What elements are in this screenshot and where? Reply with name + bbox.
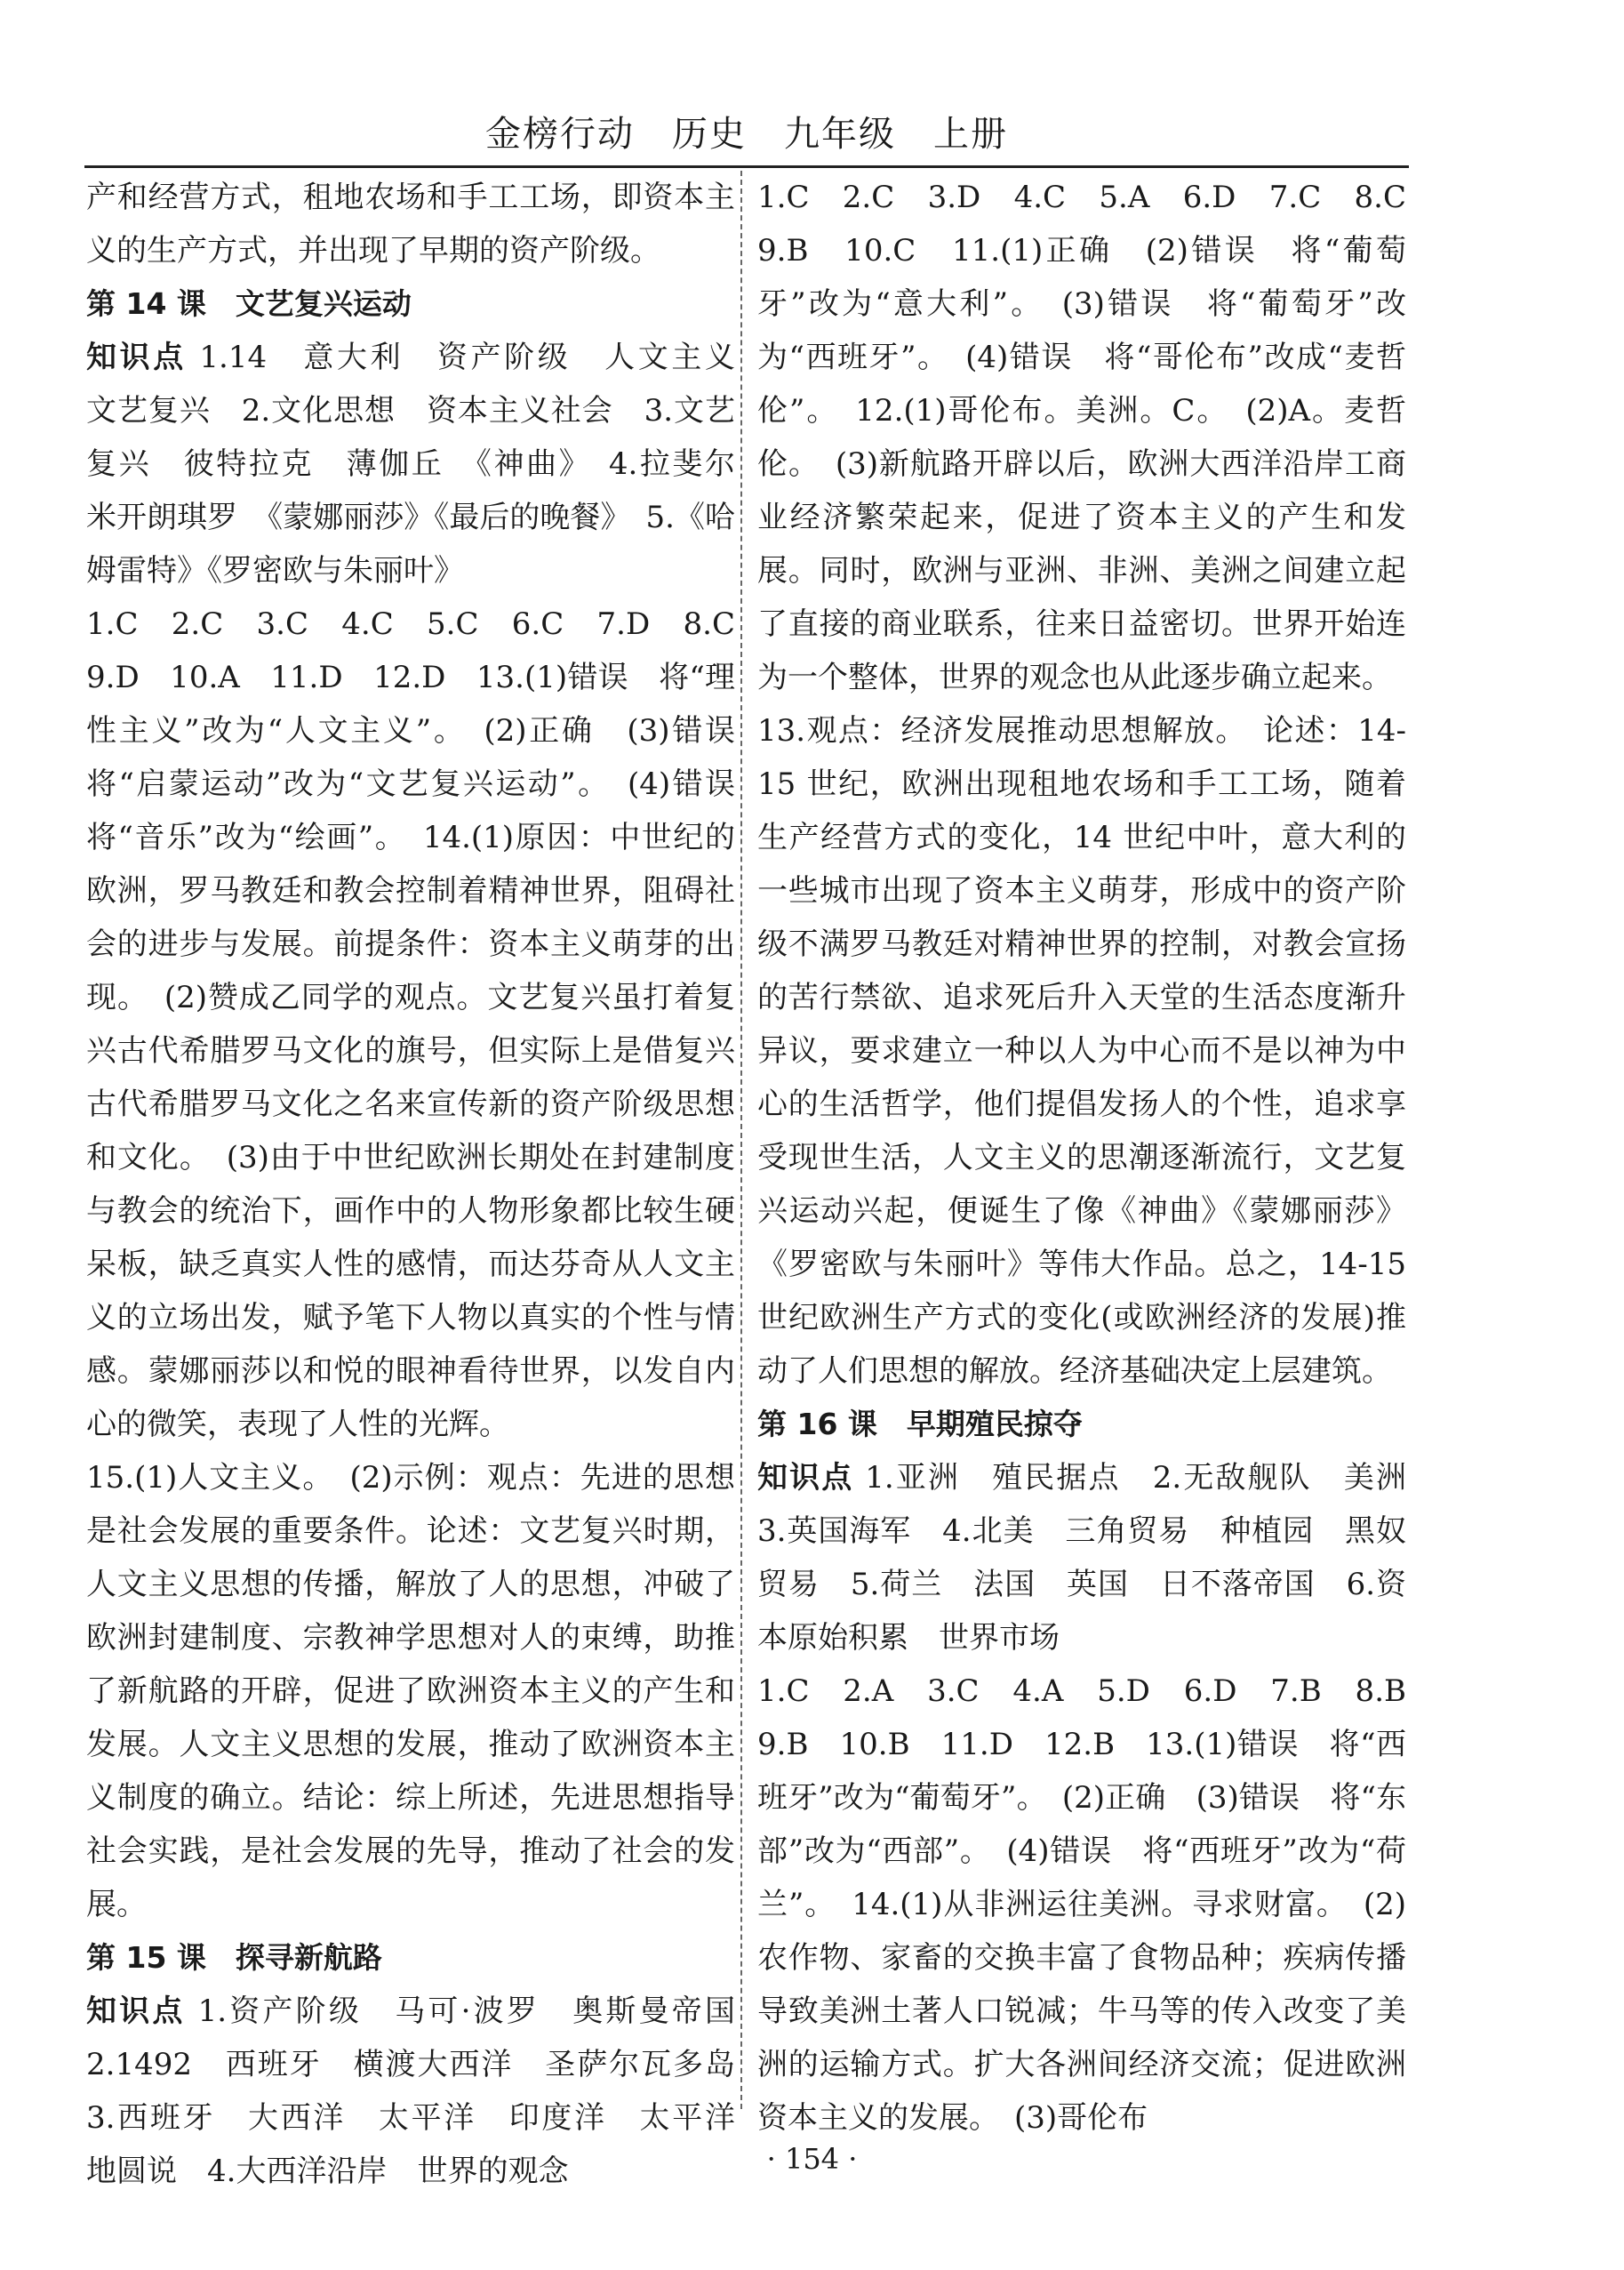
knowledge-point-label: 知识点 (757, 1460, 854, 1496)
lesson-14-question-15: 15.(1)人文主义。 (2)示例：观点：先进的思想是社会发展的重要条件。论述：文艺复兴时期，人文主义思想的传播，解放了人的思想，冲破了欧洲封建制度、宗教神学思想对人的束缚，助推了新航路的开辟，促进了欧洲资本主义的产生和发展。人文主义思想的发展，推动了欧洲资本主义制度的确立。结论：综上所述，先进思想指导社会实践，是社会发展的先导，推动了社会的发展。 (86, 1460, 735, 1922)
right-column (757, 171, 1437, 2136)
page-number: · 154 · (766, 2142, 858, 2176)
intro-paragraph: 产和经营方式，租地农场和手工工场，即资本主义的生产方式，并出现了早期的资产阶级。 (86, 180, 735, 269)
lesson-15-question-13: 13.观点：经济发展推动思想解放。 论述：14-15 世纪，欧洲出现租地农场和手工工场，随着生产经营方式的变化，14 世纪中叶，意大利的一些城市出现了资本主义萌芽，形成中的资产阶级不满罗马教廷对精神世界的控制，对教会宣扬的苦行禁欲、追求死后升入天堂的生活态度渐升异议，要求建立一种以人为中心而不是以神为中心的生活哲学，他们提倡发扬人的个性，追求享受现世生活，人文主义的思潮逐渐流行，文艺复兴运动兴起，便诞生了像《神曲》《蒙娜丽莎》《罗密欧与朱丽叶》等伟大作品。总之，14-15 世纪欧洲生产方式的变化(或欧洲经济的发展)推动了人们思想的解放。经济基础决定上层建筑。 (757, 713, 1406, 1389)
lesson-15-answers: 1.C 2.C 3.D 4.C 5.A 6.D 7.C 8.C 9.B 10.C 11.(1)正确 (2)错误 将“葡萄牙”改为“意大利”。 (3)错误 将“葡萄牙”改为“西班牙”。 (4)错误 将“哥伦布”改成“麦哲伦”。 12.(1)哥伦布。美洲。C。 (2)A。麦哲伦。 (3)新航路开辟以后，欧洲大西洋沿岸工商业经济繁荣起来，促进了资本主义的产生和发展。同时，欧洲与亚洲、非洲、美洲之间建立起了直接的商业联系，往来日益密切。世界开始连为一个整体，世界的观念也从此逐步确立起来。 (757, 180, 1436, 695)
page-header-title: 金榜行动 历史 九年级 上册 (485, 114, 1008, 155)
knowledge-point-label: 知识点 (86, 340, 187, 375)
lesson-15-title: 第 15 课 探寻新航路 (86, 1940, 382, 1975)
lesson-14-knowledge-text: 1.14 意大利 资产阶级 人文主义 文艺复兴 2.文化思想 资本主义社会 3.文艺复兴 彼特拉克 薄伽丘 《神曲》 4.拉斐尔 米开朗琪罗 《蒙娜丽莎》《最后的晚餐》 5.《哈姆雷特》《罗密欧与朱丽叶》 (86, 340, 766, 589)
header-rule (84, 165, 1409, 168)
lesson-16-knowledge-points (757, 1451, 1437, 1664)
lesson-14-knowledge-points (86, 331, 766, 598)
lesson-16-answers: 1.C 2.A 3.C 4.A 5.D 6.D 7.B 8.B 9.B 10.B 11.D 12.B 13.(1)错误 将“西班牙”改为“葡萄牙”。 (2)正确 (3)错误 将“东部”改为“西部”。 (4)错误 将“西班牙”改为“荷兰”。 14.(1)从非洲运往美洲。寻求财富。 (2)农作物、家畜的交换丰富了食物品种；疾病传播导致美洲土著人口锐减；牛马等的传入改变了美洲的运输方式。扩大各洲间经济交流；促进欧洲资本主义的发展。 (3)哥伦布 (757, 1673, 1436, 2136)
lesson-14-title: 第 14 课 文艺复兴运动 (86, 286, 412, 321)
lesson-15-knowledge-text: 1.资产阶级 马可·波罗 奥斯曼帝国 2.1492 西班牙 横渡大西洋 圣萨尔瓦多岛 3.西班牙 大西洋 太平洋 印度洋 太平洋 地圆说 4.大西洋沿岸 世界的观念 (86, 1993, 765, 2189)
lesson-16-title: 第 16 课 早期殖民掠夺 (757, 1407, 1083, 1441)
lesson-16-knowledge-text: 1.亚洲 殖民据点 2.无敌舰队 美洲 3.英国海军 4.北美 三角贸易 种植园 黑奴贸易 5.荷兰 法国 英国 日不落帝国 6.资本原始积累 世界市场 (757, 1460, 1437, 1656)
lesson-14-answers: 1.C 2.C 3.C 4.C 5.C 6.C 7.D 8.C 9.D 10.A 11.D 12.D 13.(1)错误 将“理性主义”改为“人文主义”。 (2)正确 (3)错误 将“启蒙运动”改为“文艺复兴运动”。 (4)错误 将“音乐”改为“绘画”。 14.(1)原因：中世纪的欧洲，罗马教廷和教会控制着精神世界，阻碍社会的进步与发展。前提条件：资本主义萌芽的出现。 (2)赞成乙同学的观点。文艺复兴虽打着复兴古代希腊罗马文化的旗号，但实际上是借复兴古代希腊罗马文化之名来宣传新的资产阶级思想和文化。 (3)由于中世纪欧洲长期处在封建制度与教会的统治下，画作中的人物形象都比较生硬呆板，缺乏真实人性的感情，而达芬奇从人文主义的立场出发，赋予笔下人物以真实的个性与情感。蒙娜丽莎以和悦的眼神看待世界，以发自内心的微笑，表现了人性的光辉。 (86, 606, 765, 1442)
left-column (86, 171, 766, 2189)
column-divider (740, 171, 742, 2109)
knowledge-point-label: 知识点 (86, 1993, 186, 2029)
